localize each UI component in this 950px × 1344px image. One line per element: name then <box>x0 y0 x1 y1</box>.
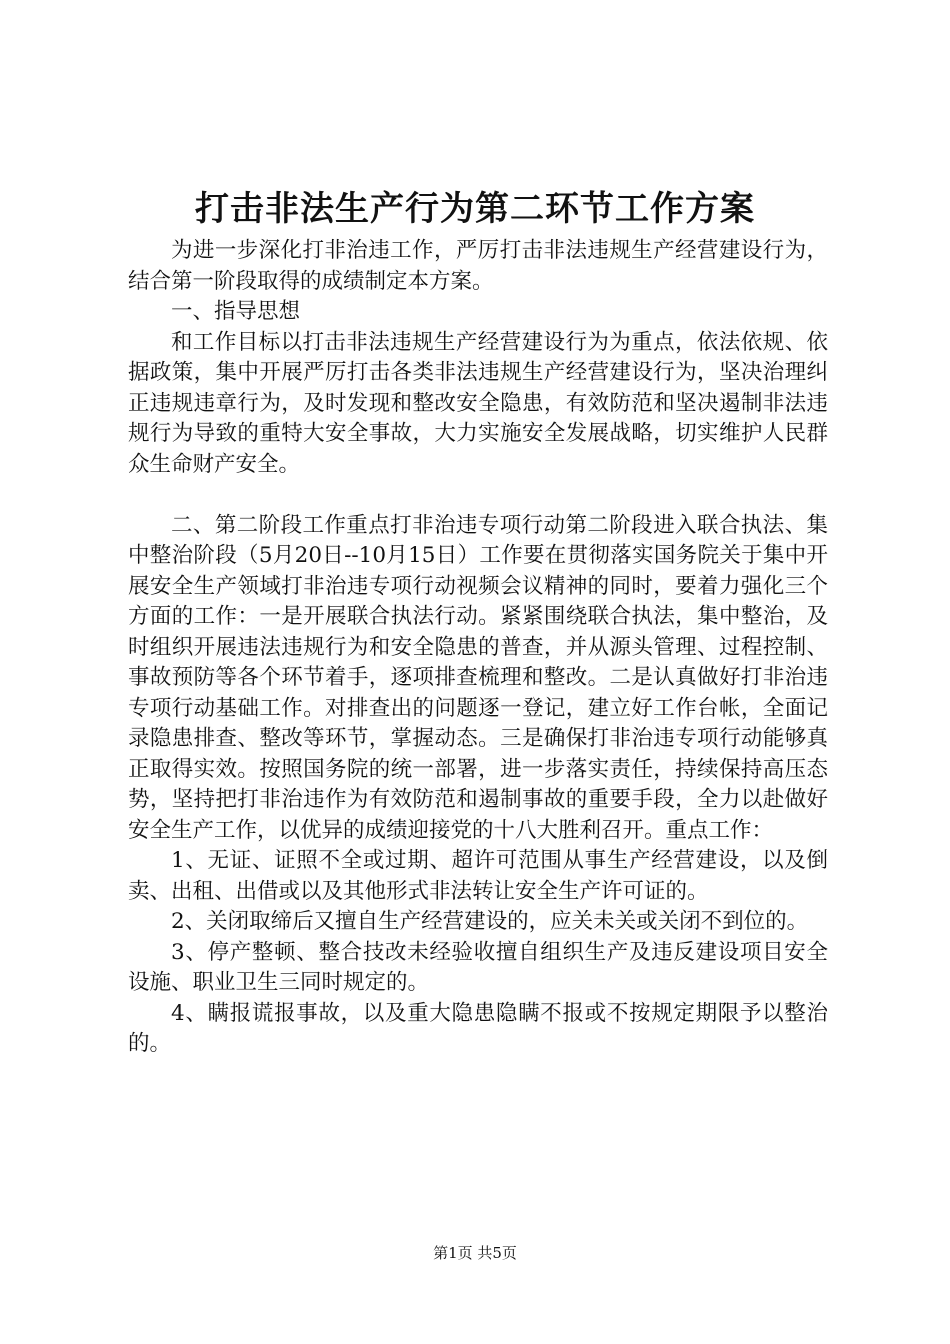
phase-two-paragraph: 二、第二阶段工作重点打非治违专项行动第二阶段进入联合执法、集中整治阶段（5月20日--10月15日）工作要在贯彻落实国务院关于集中开展安全生产领域打非治违专项行动视频会议精神的同时，要着力强化三个方面的工作：一是开展联合执法行动。紧紧围绕联合执法，集中整治，及时组织开展违法违规行为和安全隐患的普查，并从源头管理、过程控制、事故预防等各个环节着手，逐项排查梳理和整改。二是认真做好打非治违专项行动基础工作。对排查出的问题逐一登记，建立好工作台帐，全面记录隐患排查、整改等环节，掌握动态。三是确保打非治违专项行动能够真正取得实效。按照国务院的统一部署，进一步落实责任，持续保持高压态势，坚持把打非治违作为有效防范和遏制事故的重要手段，全力以赴做好安全生产工作，以优异的成绩迎接党的十八大胜利召开。重点工作： <box>128 512 828 843</box>
guiding-idea-paragraph: 和工作目标以打击非法违规生产经营建设行为为重点，依法依规、依据政策，集中开展严厉打击各类非法违规生产经营建设行为，坚决治理纠正违规违章行为，及时发现和整改安全隐患，有效防范和坚决遏制非法违规行为导致的重特大安全事故，大力实施安全发展战略，切实维护人民群众生命财产安全。 <box>128 329 828 477</box>
intro-paragraph: 为进一步深化打非治违工作，严厉打击非法违规生产经营建设行为，结合第一阶段取得的成绩制定本方案。 <box>128 238 828 294</box>
document-title: 打击非法生产行为第二环节工作方案 <box>195 189 755 229</box>
key-item-2: 2、关闭取缔后又擅自生产经营建设的，应关未关或关闭不到位的。 <box>171 909 809 934</box>
document-body <box>128 236 828 1060</box>
section-heading-guiding-idea: 一、指导思想 <box>171 299 301 324</box>
page-number-footer: 第1页 共5页 <box>433 1244 517 1262</box>
key-item-3: 3、停产整顿、整合技改未经验收擅自组织生产及违反建设项目安全设施、职业卫生三同时规定的。 <box>128 939 828 995</box>
key-item-4: 4、瞒报谎报事故，以及重大隐患隐瞒不报或不按规定期限予以整治的。 <box>128 1000 828 1056</box>
key-item-1: 1、无证、证照不全或过期、超许可范围从事生产经营建设，以及倒卖、出租、出借或以及其他形式非法转让安全生产许可证的。 <box>128 848 828 904</box>
